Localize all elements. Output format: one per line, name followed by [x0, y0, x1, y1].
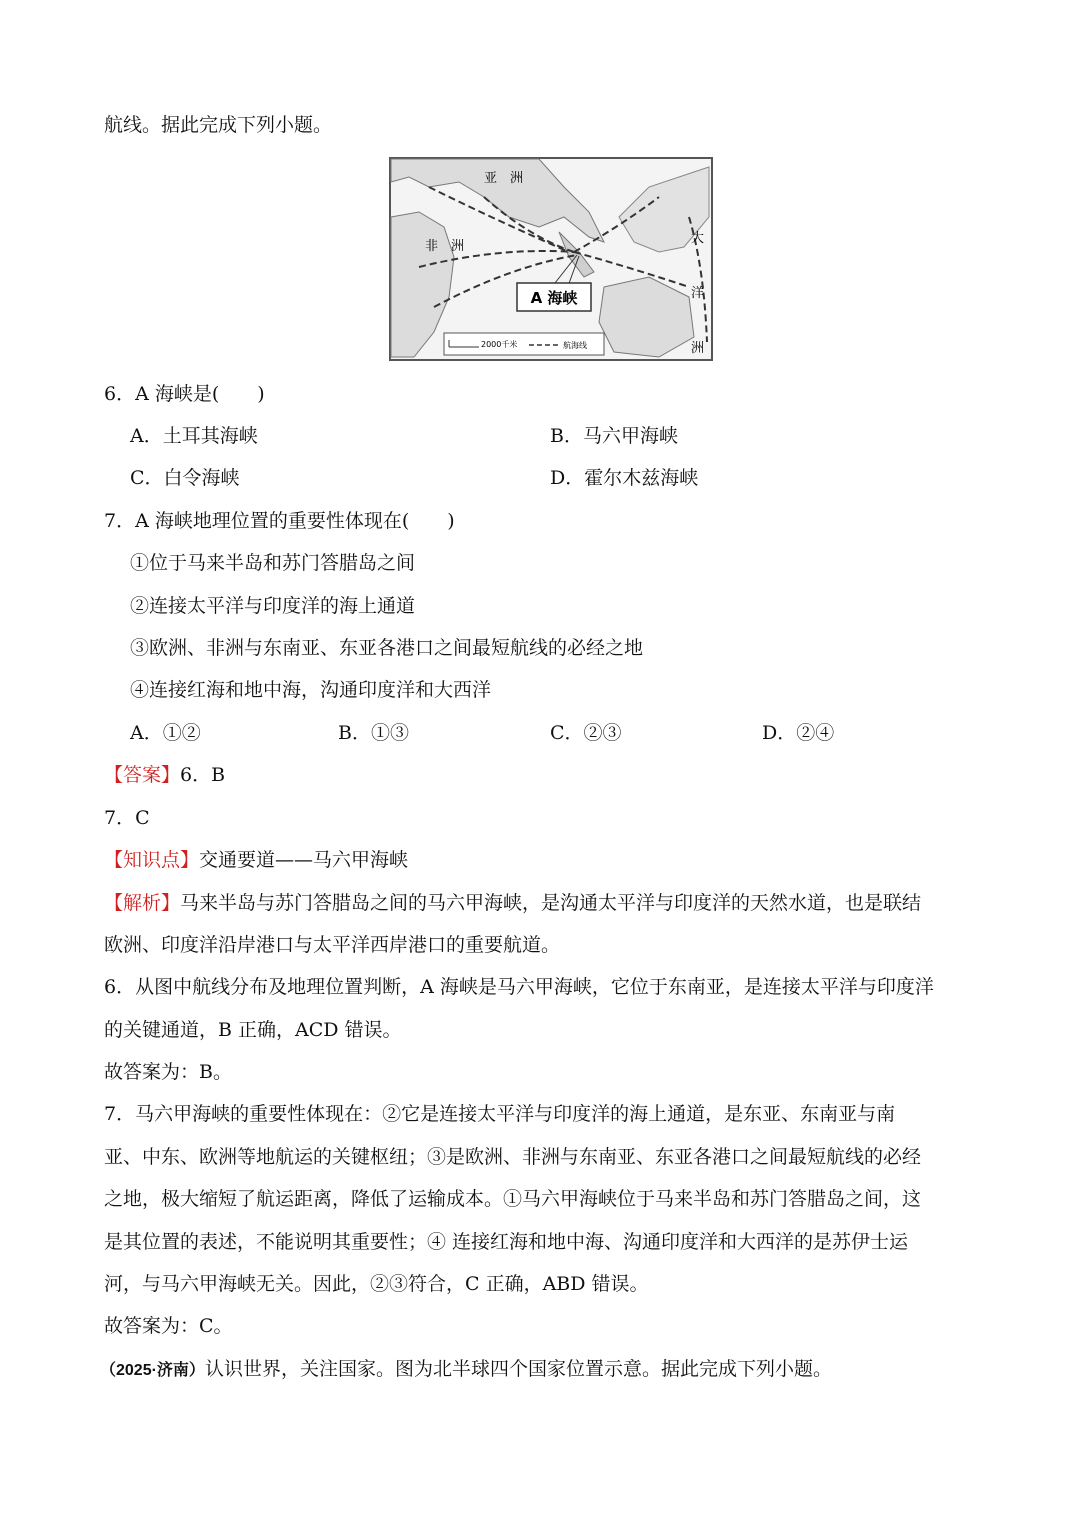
knowledge-tag: 【知识点】	[104, 849, 200, 871]
answer-7: 7．C	[104, 807, 150, 829]
q6-stem: 6．A 海峡是( )	[104, 383, 265, 405]
oceania-label-3: 洲	[691, 341, 705, 356]
analysis-line-1: 【解析】马来半岛与苏门答腊岛之间的马六甲海峡，是沟通太平洋与印度洋的天然水道，也是联结	[104, 892, 922, 914]
answer-6: 6．B	[180, 764, 226, 786]
q6-option-b: B．马六甲海峡	[550, 425, 678, 447]
analysis-line-5: 故答案为：B。	[104, 1061, 232, 1083]
analysis-line-6: 7．马六甲海峡的重要性体现在：②它是连接太平洋与印度洋的海上通道，是东亚、东南亚与南	[104, 1103, 896, 1125]
q7-statement-1: ①位于马来半岛和苏门答腊岛之间	[130, 552, 416, 574]
strait-label: A 海峡	[530, 289, 578, 307]
q6-option-a: A．土耳其海峡	[130, 425, 258, 447]
q7-statement-3: ③欧洲、非洲与东南亚、东亚各港口之间最短航线的必经之地	[130, 637, 644, 659]
q7-option-a: A．①②	[130, 722, 201, 744]
next-intro-text: 认识世界，关注国家。图为北半球四个国家位置示意。据此完成下列小题。	[204, 1358, 832, 1380]
analysis-line-9: 是其位置的表述，不能说明其重要性；④ 连接红海和地中海、沟通印度洋和大西洋的是苏伊士运	[104, 1231, 909, 1253]
q6-option-d: D．霍尔木兹海峡	[550, 467, 699, 489]
q7-stem: 7．A 海峡地理位置的重要性体现在( )	[104, 510, 455, 532]
analysis-line-8: 之地，极大缩短了航运距离，降低了运输成本。①马六甲海峡位于马来半岛和苏门答腊岛之间，这	[104, 1188, 922, 1210]
scale-label: 2000千米	[481, 340, 518, 349]
answer-tag: 【答案】	[104, 764, 181, 786]
analysis-line-4: 的关键通道，B 正确，ACD 错误。	[104, 1019, 402, 1041]
strait-route-map	[389, 157, 713, 361]
q6-option-c: C．白令海峡	[130, 467, 240, 489]
answer-line	[104, 762, 225, 788]
analysis-tag: 【解析】	[104, 892, 181, 914]
next-intro-source: （2025·济南）	[100, 1362, 205, 1379]
analysis-line-7: 亚、中东、欧洲等地航运的关键枢纽；③是欧洲、非洲与东南亚、东亚各港口之间最短航线的必经	[104, 1146, 922, 1168]
next-intro	[100, 1356, 832, 1384]
q7-option-b: B．①③	[338, 722, 409, 744]
analysis-line-3: 6．从图中航线分布及地理位置判断，A 海峡是马六甲海峡，它位于东南亚，是连接太平洋与印度洋	[104, 976, 934, 998]
africa-label: 非 洲	[425, 239, 465, 254]
knowledge-text: 交通要道——马六甲海峡	[199, 849, 409, 871]
q7-option-c: C．②③	[550, 722, 622, 744]
analysis-line-10: 河，与马六甲海峡无关。因此，②③符合，C 正确，ABD 错误。	[104, 1273, 649, 1295]
q7-statement-4: ④连接红海和地中海，沟通印度洋和大西洋	[130, 679, 492, 701]
q7-option-d: D．②④	[762, 722, 835, 744]
analysis-line-2: 欧洲、印度洋沿岸港口与太平洋西岸港口的重要航道。	[104, 934, 561, 956]
oceania-label-1: 大	[691, 231, 705, 246]
intro-tail: 航线。据此完成下列小题。	[104, 114, 333, 136]
oceania-label-2: 洋	[691, 286, 705, 301]
asia-label: 亚 洲	[484, 171, 524, 186]
legend-label: 航海线	[563, 341, 587, 350]
q7-statement-2: ②连接太平洋与印度洋的海上通道	[130, 595, 416, 617]
knowledge-line	[104, 847, 408, 873]
analysis-line-11: 故答案为：C。	[104, 1315, 233, 1337]
